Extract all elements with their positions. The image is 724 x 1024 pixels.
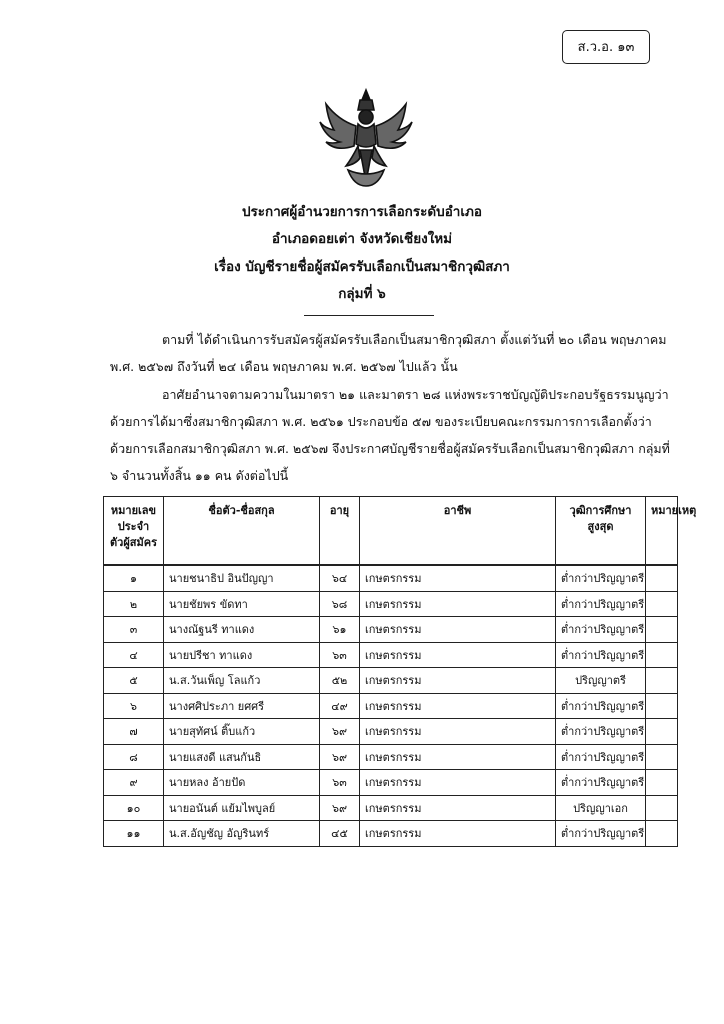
cell-age: ๖๓ <box>320 770 360 796</box>
cell-number: ๓ <box>104 617 164 643</box>
cell-remarks <box>646 821 678 847</box>
cell-occupation: เกษตรกรรม <box>360 668 556 694</box>
cell-education: ปริญญาเอก <box>556 795 646 821</box>
cell-name: นางณัฐนรี ทาแดง <box>164 617 320 643</box>
cell-remarks <box>646 642 678 668</box>
cell-education: ปริญญาตรี <box>556 668 646 694</box>
candidate-table <box>103 496 697 847</box>
cell-name: น.ส.วันเพ็ญ โลแก้ว <box>164 668 320 694</box>
cell-name: นางศศิประภา ยศศรี <box>164 693 320 719</box>
cell-name: นายปรีชา ทาแดง <box>164 642 320 668</box>
cell-occupation: เกษตรกรรม <box>360 795 556 821</box>
cell-name: นายชัยพร ขัดทา <box>164 591 320 617</box>
cell-remarks <box>646 719 678 745</box>
cell-occupation: เกษตรกรรม <box>360 719 556 745</box>
table-row <box>104 719 678 745</box>
cell-occupation: เกษตรกรรม <box>360 693 556 719</box>
heading-line-4: กลุ่มที่ ๖ <box>338 286 386 302</box>
cell-number: ๑ <box>104 565 164 591</box>
cell-education: ต่ำกว่าปริญญาตรี <box>556 617 646 643</box>
table-row <box>104 565 678 591</box>
cell-education: ต่ำกว่าปริญญาตรี <box>556 719 646 745</box>
table-row <box>104 795 678 821</box>
table-row <box>104 617 678 643</box>
cell-age: ๖๔ <box>320 565 360 591</box>
cell-remarks <box>646 795 678 821</box>
header-number: หมายเลขประจำตัวผู้สมัคร <box>104 497 164 566</box>
cell-number: ๖ <box>104 693 164 719</box>
header-occupation: อาชีพ <box>360 497 556 566</box>
cell-occupation: เกษตรกรรม <box>360 770 556 796</box>
cell-name: น.ส.อัญชัญ อัญรินทร์ <box>164 821 320 847</box>
cell-number: ๔ <box>104 642 164 668</box>
cell-occupation: เกษตรกรรม <box>360 744 556 770</box>
table-row <box>104 821 678 847</box>
heading-line-2: อำเภอดอยเต่า จังหวัดเชียงใหม่ <box>271 231 453 247</box>
cell-name: นายหลง อ้ายปัด <box>164 770 320 796</box>
cell-number: ๘ <box>104 744 164 770</box>
cell-education: ต่ำกว่าปริญญาตรี <box>556 693 646 719</box>
heading-line-3: เรื่อง บัญชีรายชื่อผู้สมัครรับเลือกเป็นสมาชิกวุฒิสภา <box>214 259 510 275</box>
table-row <box>104 642 678 668</box>
cell-occupation: เกษตรกรรม <box>360 821 556 847</box>
cell-education: ต่ำกว่าปริญญาตรี <box>556 591 646 617</box>
table-row <box>104 668 678 694</box>
table-row <box>104 744 678 770</box>
header-age: อายุ <box>320 497 360 566</box>
cell-remarks <box>646 693 678 719</box>
cell-remarks <box>646 617 678 643</box>
intro-paragraph: ตามที่ ได้ดำเนินการรับสมัครผู้สมัครรับเลือกเป็นสมาชิกวุฒิสภา ตั้งแต่วันที่ ๒๐ เดือน พฤษภาคม พ.ศ. ๒๕๖๗ ถึงวันที่ ๒๔ เดือน พฤษภาคม พ.ศ. ๒๕๖๗ ไปแล้ว นั้น <box>110 332 667 374</box>
cell-name: นายชนาธิป อินปัญญา <box>164 565 320 591</box>
table-row <box>104 693 678 719</box>
cell-remarks <box>646 744 678 770</box>
cell-number: ๒ <box>104 591 164 617</box>
header-name: ชื่อตัว-ชื่อสกุล <box>164 497 320 566</box>
cell-remarks <box>646 770 678 796</box>
cell-number: ๙ <box>104 770 164 796</box>
cell-education: ต่ำกว่าปริญญาตรี <box>556 565 646 591</box>
cell-occupation: เกษตรกรรม <box>360 565 556 591</box>
cell-age: ๖๘ <box>320 591 360 617</box>
garuda-emblem-icon <box>318 86 414 188</box>
cell-number: ๑๑ <box>104 821 164 847</box>
heading-divider <box>304 315 434 316</box>
cell-age: ๔๕ <box>320 821 360 847</box>
cell-occupation: เกษตรกรรม <box>360 591 556 617</box>
cell-education: ต่ำกว่าปริญญาตรี <box>556 821 646 847</box>
cell-education: ต่ำกว่าปริญญาตรี <box>556 770 646 796</box>
cell-name: นายอนันต์ แย้มไพบูลย์ <box>164 795 320 821</box>
cell-age: ๖๙ <box>320 795 360 821</box>
header-remarks: หมายเหตุ <box>646 497 678 566</box>
cell-number: ๗ <box>104 719 164 745</box>
cell-remarks <box>646 591 678 617</box>
table-header-row <box>104 497 678 566</box>
form-code-box: ส.ว.อ. ๑๓ <box>562 30 650 64</box>
cell-age: ๕๒ <box>320 668 360 694</box>
cell-age: ๔๙ <box>320 693 360 719</box>
cell-remarks <box>646 668 678 694</box>
authority-paragraph: อาศัยอำนาจตามความในมาตรา ๒๑ และมาตรา ๒๘ แห่งพระราชบัญญัติประกอบรัฐธรรมนูญว่าด้วยการได้มาซึ่งสมาชิกวุฒิสภา พ.ศ. ๒๕๖๑ ประกอบข้อ ๕๗ ของระเบียบคณะกรรมการการเลือกตั้งว่าด้วยการเลือกสมาชิกวุฒิสภา พ.ศ. ๒๕๖๗ จึงประกาศบัญชีรายชื่อผู้สมัครรับเลือกเป็นสมาชิกวุฒิสภา กลุ่มที่ ๖ จำนวนทั้งสิ้น ๑๑ คน ดังต่อไปนี้ <box>110 387 670 483</box>
cell-education: ต่ำกว่าปริญญาตรี <box>556 744 646 770</box>
cell-number: ๑๐ <box>104 795 164 821</box>
table-row <box>104 770 678 796</box>
cell-age: ๖๙ <box>320 719 360 745</box>
header-education: วุฒิการศึกษาสูงสุด <box>556 497 646 566</box>
cell-age: ๖๑ <box>320 617 360 643</box>
cell-occupation: เกษตรกรรม <box>360 642 556 668</box>
cell-name: นายแสงดี แสนกันธิ <box>164 744 320 770</box>
cell-occupation: เกษตรกรรม <box>360 617 556 643</box>
cell-number: ๕ <box>104 668 164 694</box>
table-row <box>104 591 678 617</box>
cell-age: ๖๓ <box>320 642 360 668</box>
cell-remarks <box>646 565 678 591</box>
cell-age: ๖๙ <box>320 744 360 770</box>
heading-line-1: ประกาศผู้อำนวยการการเลือกระดับอำเภอ <box>241 204 483 220</box>
cell-education: ต่ำกว่าปริญญาตรี <box>556 642 646 668</box>
cell-name: นายสุทัศน์ ติ๊บแก้ว <box>164 719 320 745</box>
